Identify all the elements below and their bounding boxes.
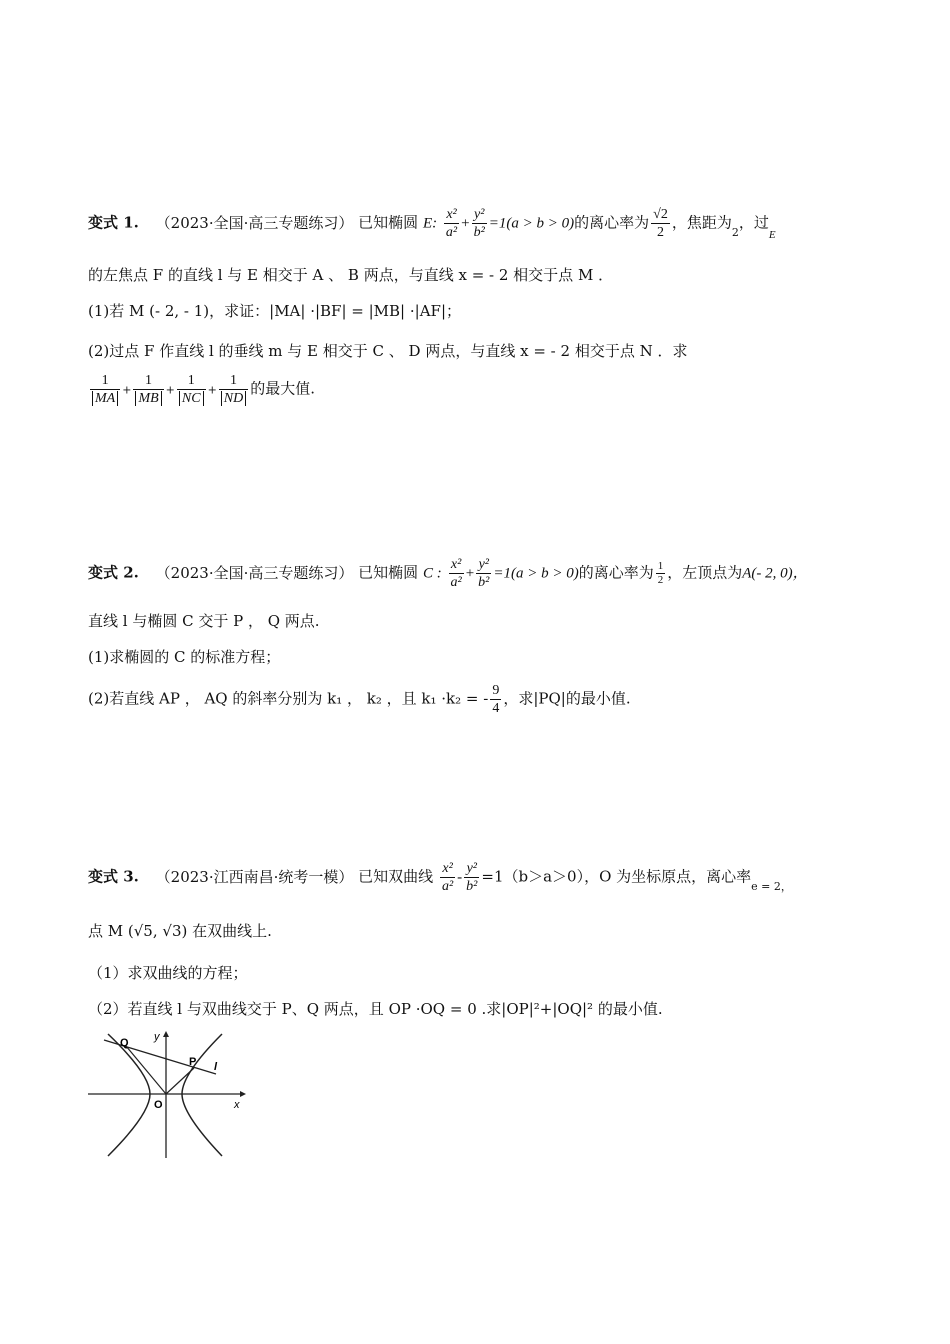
v2-ecc-text: 的离心率为 [578, 563, 654, 582]
v1-sum-frac-4: $\frac{1}{ND}$ [219, 372, 248, 407]
label-y: y [154, 1031, 160, 1043]
label-x: x [234, 1099, 240, 1111]
v2-line-1: 变式 2. （2023·全国·高三专题练习） 已知椭圆 C : $\frac{\text{x²}}{\text{a²}}$ + $\frac{\text{y²}}{\text{b²}}$ =1(a > b > 0)的离心率为 $\frac{1}{2}$ ，左顶点为A(- 2, 0)， [88, 557, 808, 590]
v2-line-2: 直线 l 与椭圆 C 交于 P ， Q 两点. [88, 612, 320, 630]
v3-frac-y: $\frac{\text{y²}}{\text{b²}}$ [466, 861, 478, 894]
v2-q2-end: ，求|PQ|的最小值. [503, 689, 631, 708]
v2-question-2 [88, 682, 631, 717]
v1-question-2: (2)过点 F 作直线 l 的垂线 m 与 E 相交于 C 、 D 两点，与直线 x = - 2 相交于点 N ．求 [88, 342, 688, 360]
v1-intro: 已知椭圆 [358, 213, 419, 232]
v1-ecc-text: 的离心率为 [574, 213, 650, 232]
v1-frac-y: $\frac{\text{y²}}{\text{b²}}$ [473, 207, 485, 240]
v3-ecc: e = 2， [751, 879, 792, 893]
v3-line-1: 变式 3. （2023·江西南昌·统考一模） 已知双曲线 $\frac{\text{x²}}{\text{a²}}$ - $\frac{\text{y²}}{\text{b²}}$ =1（b＞a＞0），O 为坐标原点，离心率$_{e = 2,}$ [88, 861, 792, 894]
v1-frac-x: $\frac{\text{x²}}{\text{a²}}$ [445, 207, 458, 240]
v1-sum-frac-2: $\frac{1}{MB}$ [133, 372, 163, 407]
label-l: l [214, 1061, 218, 1073]
v1-source: （2023·全国·高三专题练习） [155, 213, 354, 232]
v1-eq-rest: =1(a > b > 0) [488, 215, 575, 232]
v1-line-1: 变式 1. （2023·全国·高三专题练习） 已知椭圆 E: $\frac{\text{x²}}{\text{a²}}$ + $\frac{\text{y²}}{\text{b²}}$ =1(a > b > 0)的离心率为 $\frac{√2}{2}$ ，焦距为$_2$，过$_E$ [88, 207, 776, 241]
v1-label: 变式 1. [88, 213, 139, 232]
v3-eq-rest: =1（b＞a＞0），O 为坐标原点，离心率 [481, 867, 752, 886]
v2-frac-x: $\frac{\text{x²}}{\text{a²}}$ [450, 557, 462, 590]
v3-line-2: 点 M (√5, √3) 在双曲线上. [88, 922, 272, 940]
v2-source: （2023·全国·高三专题练习） [155, 563, 354, 582]
v1-question-1: (1)若 M (- 2, - 1)，求证：|MA| ·|BF| = |MB| ·|AF|； [88, 302, 461, 320]
v1-line-2: 的左焦点 F 的直线 l 与 E 相交于 A 、 B 两点，与直线 x = - 2 相交于点 M ． [88, 266, 614, 284]
v1-sum-frac-3: $\frac{1}{NC}$ [177, 372, 206, 407]
v2-question-1: (1)求椭圆的 C 的标准方程； [88, 648, 281, 666]
x-axis-arrow [240, 1091, 246, 1097]
v1-pass-point: E [768, 228, 776, 241]
v3-question-1: （1）求双曲线的方程； [88, 964, 248, 982]
v1-q2-end: 的最大值. [250, 379, 316, 398]
segment-op [166, 1068, 194, 1094]
v1-focal-text: ，焦距为 [671, 213, 732, 232]
v2-frac-y: $\frac{\text{y²}}{\text{b²}}$ [478, 557, 490, 590]
v3-frac-x: $\frac{\text{x²}}{\text{a²}}$ [441, 861, 454, 894]
v2-ellipse-name: C : [422, 565, 442, 582]
v2-q2-text: (2)若直线 AP ， AQ 的斜率分别为 k₁ ， k₂ ，且 k₁ ·k₂ = - [88, 689, 489, 708]
v3-question-2: （2）若直线 l 与双曲线交于 P、Q 两点，且 OP ·OQ = 0 .求|OP|²+|OQ|² 的最小值. [88, 1000, 663, 1018]
v1-sum-frac-1: $\frac{1}{MA}$ [90, 372, 120, 407]
v2-q2-frac: $\frac{9}{4}$ [492, 683, 500, 716]
label-o: O [154, 1099, 163, 1111]
label-q: Q [120, 1037, 129, 1049]
label-p: P [189, 1056, 197, 1068]
hyperbola-figure [84, 1024, 264, 1164]
v2-vertex-text: ，左顶点为 [667, 563, 743, 582]
v3-source: （2023·江西南昌·统考一模） [155, 867, 354, 886]
v3-label: 变式 3. [88, 867, 139, 886]
v2-ecc-frac: $\frac{1}{2}$ [657, 560, 664, 586]
v1-pass-text: ，过 [738, 213, 769, 232]
y-axis-arrow [163, 1031, 169, 1037]
v1-focal-val: 2 [731, 225, 739, 239]
v1-ellipse-name: E [422, 215, 433, 232]
v2-label: 变式 2. [88, 563, 139, 582]
v2-vertex: A(- 2, 0)， [742, 565, 808, 582]
v2-eq-rest: =1(a > b > 0) [493, 565, 579, 582]
v1-sum-expression: $\frac{1}{MA}$ + $\frac{1}{MB}$ + $\frac{1}{NC}$ + $\frac{1}{ND}$ 的最大值. [88, 372, 315, 407]
v3-intro: 已知双曲线 [358, 867, 434, 886]
v1-ecc-frac: $\frac{√2}{2}$ [653, 207, 668, 240]
hyperbola-right-branch [182, 1034, 222, 1156]
v2-intro: 已知椭圆 [358, 563, 419, 582]
